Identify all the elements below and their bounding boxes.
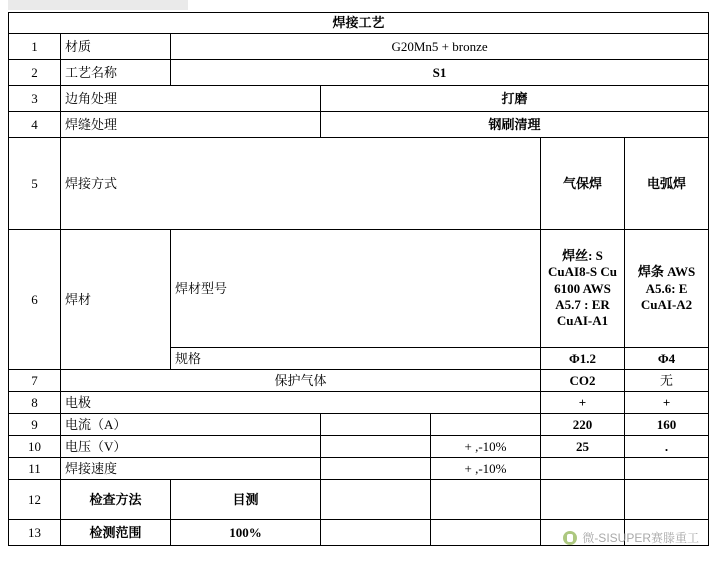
row-label: 检查方法 [61,480,171,520]
row-blank-cell [321,480,431,520]
row-label: 焊缝处理 [61,112,321,138]
row-value: S1 [171,60,709,86]
row-value-col-a: 气保焊 [541,138,625,230]
row-middle-value: 目测 [171,480,321,520]
row-value-col-b: 焊条 AWS A5.6: E CuAI-A2 [625,230,709,348]
row-index: 1 [9,34,61,60]
row-index: 13 [9,520,61,546]
row-index: 2 [9,60,61,86]
row-blank-cell [321,414,431,436]
row-blank-cell [431,414,541,436]
watermark-logo-icon [563,531,577,545]
row-value-col-a: 25 [541,436,625,458]
row-blank-cell [321,436,431,458]
table-row [9,370,709,392]
row-value-col-b: 160 [625,414,709,436]
row-index: 4 [9,112,61,138]
row-value-col-b: + [625,392,709,414]
row-label: 电流（A） [61,414,321,436]
row-label: 焊材 [61,230,171,370]
row-value-col-b: Φ4 [625,348,709,370]
table-row [9,392,709,414]
page-title: 焊接工艺 [9,13,709,34]
row-index: 5 [9,138,61,230]
table-row [9,414,709,436]
row-blank-cell [431,480,541,520]
row-label: 工艺名称 [61,60,171,86]
row-index: 12 [9,480,61,520]
row-tolerance: + ,-10% [431,436,541,458]
row-value-col-a: 220 [541,414,625,436]
row-blank-cell [321,520,431,546]
row-label: 检测范围 [61,520,171,546]
row-value-col-b: . [625,436,709,458]
row-label: 保护气体 [61,370,541,392]
row-value-col-b: 无 [625,370,709,392]
row-blank-cell [431,520,541,546]
row-label: 边角处理 [61,86,321,112]
row-sublabel-type: 焊材型号 [171,230,541,348]
table-row [9,458,709,480]
row-sublabel-spec: 规格 [171,348,541,370]
row-value-col-a: Φ1.2 [541,348,625,370]
row-value-col-b [625,480,709,520]
row-index: 6 [9,230,61,370]
table-row [9,34,709,60]
row-label: 电压（V） [61,436,321,458]
row-value-col-a [541,480,625,520]
table-row [9,480,709,520]
row-value: 打磨 [321,86,709,112]
row-index: 7 [9,370,61,392]
row-index: 10 [9,436,61,458]
row-value: G20Mn5 + bronze [171,34,709,60]
table-row [9,60,709,86]
table-row [9,436,709,458]
row-label: 焊接方式 [61,138,541,230]
row-index: 8 [9,392,61,414]
table-row [9,86,709,112]
row-middle-value: 100% [171,520,321,546]
row-index: 11 [9,458,61,480]
row-label: 焊接速度 [61,458,321,480]
table-row [9,112,709,138]
table-row [9,230,709,348]
table-row [9,138,709,230]
row-tolerance: + ,-10% [431,458,541,480]
row-value-col-a [541,458,625,480]
table-title-row [9,13,709,34]
row-value-col-b [625,458,709,480]
row-label: 材质 [61,34,171,60]
watermark-text: 微-SISUPER赛滕重工 [582,531,699,545]
row-value-col-a: CO2 [541,370,625,392]
row-value-col-a: + [541,392,625,414]
row-label: 电极 [61,392,541,414]
row-index: 9 [9,414,61,436]
row-value-col-a: 焊丝: S CuAI8-S Cu 6100 AWS A5.7 : ER CuAI-A1 [541,230,625,348]
row-blank-cell [321,458,431,480]
scan-artifact [8,0,188,10]
welding-procedure-table [8,12,709,546]
watermark [563,529,699,546]
row-index: 3 [9,86,61,112]
row-value: 钢刷清理 [321,112,709,138]
row-value-col-b: 电弧焊 [625,138,709,230]
